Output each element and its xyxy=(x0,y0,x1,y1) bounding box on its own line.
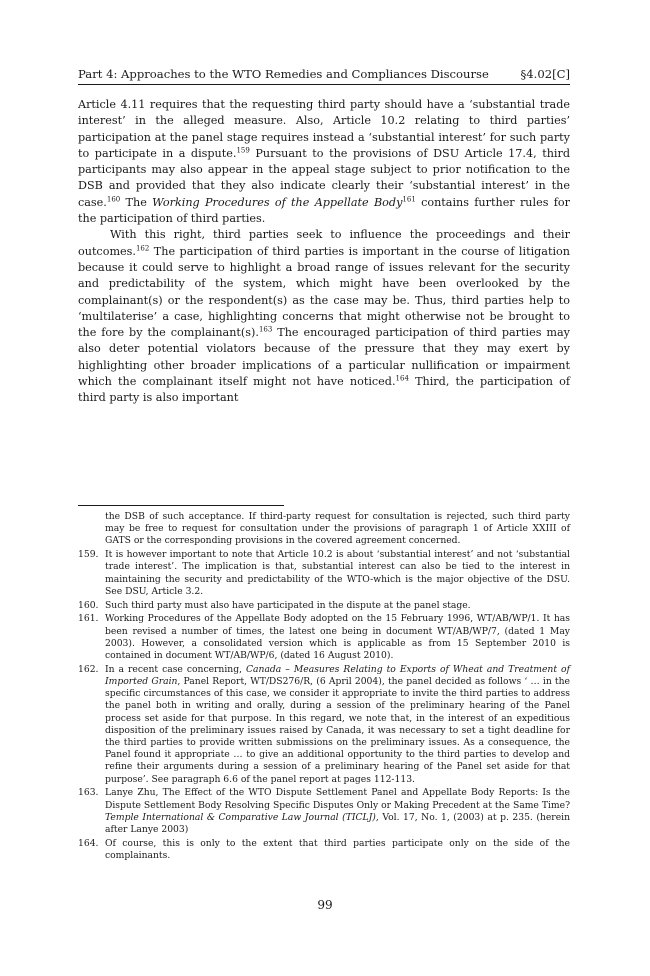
paragraph-text: Pursuant to the provisions of DSU Article 17.4, third participants may also appear in the appeal stage subject to prior notification to the DSB and provided that they also indicate clearly their ‘substantial interest’ in the case. xyxy=(78,146,570,209)
footnote-164 xyxy=(78,838,570,862)
footnote-number: 162. xyxy=(78,663,99,675)
italic-title: Working Procedures of the Appellate Body xyxy=(152,195,403,209)
paragraph-text: The encouraged participation of third parties may also deter potential violators because of the pressure that they may exert by highlighting other broader implications of a particular nullification or impairment which the complainant itself might not have noticed. xyxy=(78,326,570,389)
case-title: Canada – Measures Relating to Exports of Wheat and Treatment of Imported Grain xyxy=(105,663,570,688)
main-text xyxy=(78,97,570,407)
footnote-ref[interactable]: 161 xyxy=(402,195,416,204)
footnote-ref[interactable]: 164 xyxy=(395,374,409,383)
footnote-number: 159. xyxy=(78,549,99,561)
footnote-text-part: , Panel Report, WT/DS276/R, (6 April 2004), the panel decided as follows ‘ … in the specific circumstances of this case, we consider it appropriate to invite the third parties to address the panel both in writing and orally, during a session of the preliminary hearing of the Panel process set aside for that purpose. In this regard, we note that, in the interest of an expeditious disposition of the preliminary issues raised by Canada, it was necessary to set a tight deadline for the third parties to provide written submissions on the preliminary issues. As a consequence, the Panel found it appropriate … to give an additional opportunity to the third parties to develop and refine their arguments during a session of a preliminary hearing of the Panel set aside for that purpose’. See paragraph 6.6 of the panel report at pages 112-113. xyxy=(105,676,570,785)
footnote-number: 163. xyxy=(78,787,99,799)
footnote-text-part: Lanye Zhu, The Effect of the WTO Dispute Settlement Panel and Appellate Body Reports: Is the Dispute Settlement Body Resolving Specific Disputes Only or Making Precedent at the Same Time? xyxy=(105,787,570,811)
footnote-161 xyxy=(78,613,570,662)
footnote-number: 160. xyxy=(78,599,99,611)
page-number: 99 xyxy=(317,898,333,912)
paragraph-text: The participation of third parties is important in the course of litigation because it could serve to highlight a broad range of issues relevant for the security and predictability of the system, which might have been overlooked by the complainant(s) or the respondent(s) as the case may be. Thus, third parties help to ‘multilaterise’ a case, highlighting concerns that might otherwise not be brought to the fore by the complainant(s). xyxy=(78,244,570,340)
footnote-number: 164. xyxy=(78,837,99,849)
paragraph-text: The xyxy=(120,195,153,209)
running-header-section: §4.02[C] xyxy=(520,67,570,81)
footnote-text-part: In a recent case concerning, xyxy=(105,663,247,675)
paragraph-text: Article 4.11 requires that the requesting third party should have a ‘substantial trade interest’ in the alleged measure. Also, Article 10.2 relating to third parties’ participation at the panel stage requires instead a ‘substantial interest’ for such party to participate in a dispute. xyxy=(78,98,570,160)
footnote-ref[interactable]: 159 xyxy=(236,146,250,155)
paragraph-2 xyxy=(78,227,570,406)
footnote-ref[interactable]: 163 xyxy=(258,325,273,334)
footnotes xyxy=(78,511,570,864)
footnote-continuation xyxy=(78,511,570,548)
footnote-text xyxy=(105,664,570,786)
paragraph-text: Third, the participation of third party is also important xyxy=(78,375,570,405)
footnote-160 xyxy=(78,600,570,612)
footnote-text: Of course, this is only to the extent that third parties participate only on the side of the complainants. xyxy=(105,837,570,862)
running-header-title: Part 4: Approaches to the WTO Remedies and Compliances Discourse xyxy=(78,67,489,81)
journal-title: Temple International & Comparative Law Journal (TICLJ) xyxy=(105,811,376,823)
paragraph-text: contains further rules for the participation of third parties. xyxy=(78,195,570,226)
footnote-163 xyxy=(78,787,570,836)
footnote-text: Such third party must also have participated in the dispute at the panel stage. xyxy=(105,599,471,611)
footnote-text xyxy=(105,787,570,836)
footnote-text-part: , Vol. 17, No. 1, (2003) at p. 235. (herein after Lanye 2003) xyxy=(105,811,570,836)
footnote-ref[interactable]: 162 xyxy=(135,243,150,252)
footnote-text: the DSB of such acceptance. If third-party request for consultation is rejected, such third party may be free to request for consultation under the provisions of paragraph 1 of Article XXIII of GATS or the corresponding provisions in the covered agreement concerned. xyxy=(105,511,570,547)
footnote-divider xyxy=(78,505,284,506)
running-header xyxy=(78,66,570,85)
footnote-text: It is however important to note that Article 10.2 is about ‘substantial interest’ and not ‘substantial trade interest’. The implication is that, substantial interest can also be tied to the interest in maintaining the security and predictability of the WTO-which is the major objective of the DSU. See DSU, Article 3.2. xyxy=(105,549,570,597)
footnote-text: Working Procedures of the Appellate Body adopted on the 15 February 1996, WT/AB/WP/1. It has been revised a number of times, the latest one being in document WT/AB/WP/7, (dated 1 May 2003). However, a consolidated version which is applicable as from 15 September 2010 is contained in document WT/AB/WP/6, (dated 16 August 2010). xyxy=(105,613,570,662)
footnote-159 xyxy=(78,549,570,598)
footnote-number: 161. xyxy=(78,613,99,625)
paragraph-1 xyxy=(78,97,570,227)
paragraph-text: With this right, third parties seek to influence the proceedings and their outcomes. xyxy=(78,228,570,258)
footnote-ref[interactable]: 160 xyxy=(106,195,121,204)
footnote-162 xyxy=(78,664,570,786)
